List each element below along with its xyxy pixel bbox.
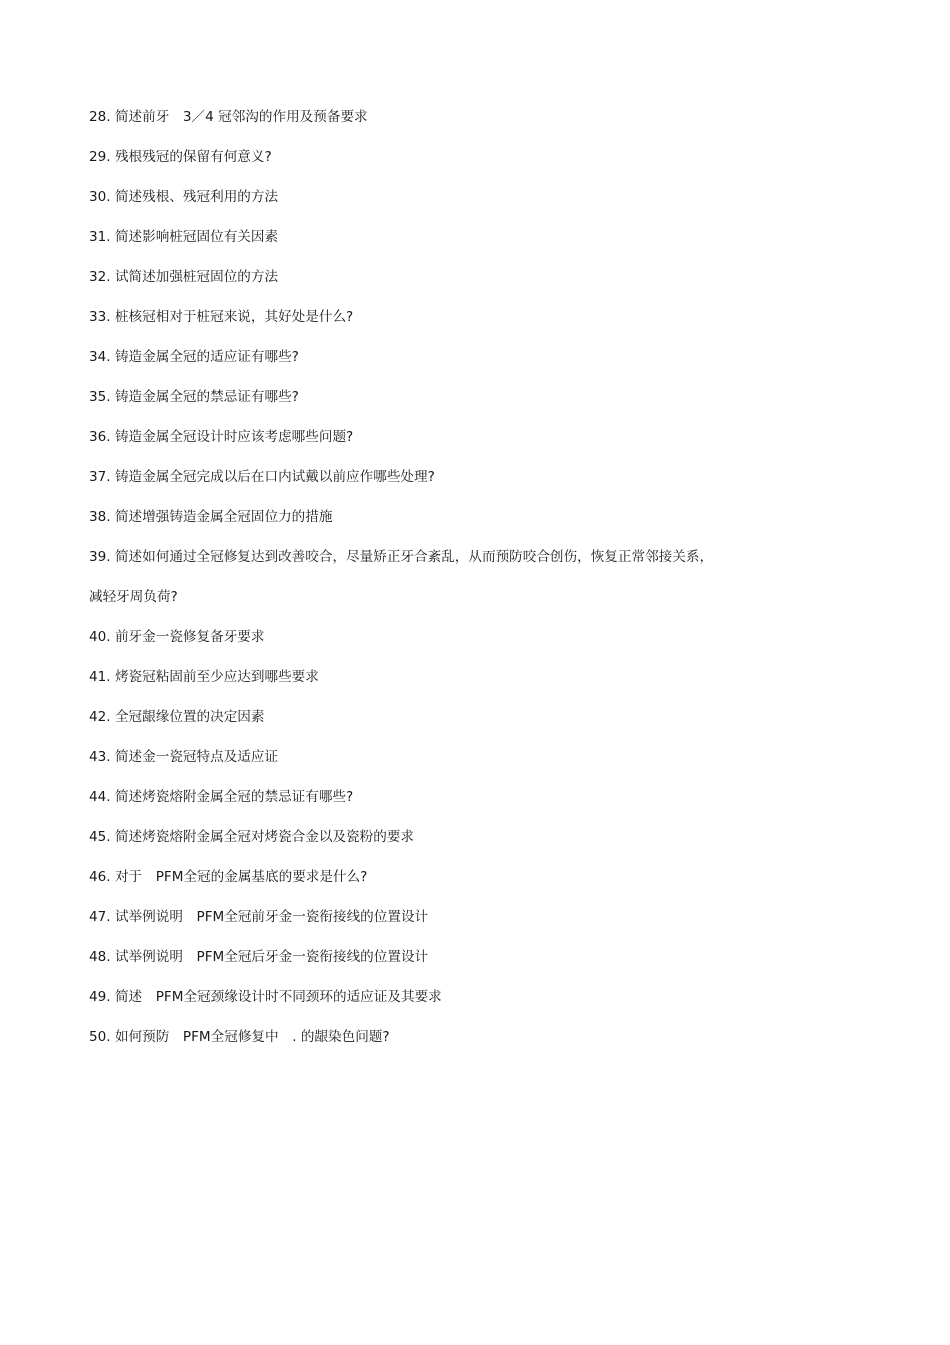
question-item: 42. 全冠龈缘位置的决定因素	[89, 709, 265, 725]
question-item: 40. 前牙金一瓷修复备牙要求	[89, 629, 265, 645]
question-item: 50. 如何预防 PFM全冠修复中 . 的龈染色问题?	[89, 1029, 390, 1045]
question-item: 43. 简述金一瓷冠特点及适应证	[89, 749, 279, 765]
question-item: 31. 简述影响桩冠固位有关因素	[89, 229, 279, 245]
question-item: 29. 残根残冠的保留有何意义?	[89, 149, 272, 165]
question-list	[89, 107, 789, 1067]
question-item: 34. 铸造金属全冠的适应证有哪些?	[89, 349, 299, 365]
question-item: 49. 简述 PFM全冠颈缘设计时不同颈环的适应证及其要求	[89, 989, 442, 1005]
question-item: 30. 简述残根、残冠利用的方法	[89, 189, 279, 205]
question-item: 35. 铸造金属全冠的禁忌证有哪些?	[89, 389, 299, 405]
question-item: 39. 简述如何通过全冠修复达到改善咬合，尽量矫正牙合紊乱，从而预防咬合创伤，恢复正常邻接关系，	[89, 549, 714, 565]
question-item: 33. 桩核冠相对于桩冠来说，其好处是什么?	[89, 309, 354, 325]
question-item: 44. 简述烤瓷熔附金属全冠的禁忌证有哪些?	[89, 789, 354, 805]
question-item: 47. 试举例说明 PFM全冠前牙金一瓷衔接线的位置设计	[89, 909, 429, 925]
question-item: 48. 试举例说明 PFM全冠后牙金一瓷衔接线的位置设计	[89, 949, 429, 965]
question-item: 46. 对于 PFM全冠的金属基底的要求是什么?	[89, 869, 368, 885]
question-item: 32. 试简述加强桩冠固位的方法	[89, 269, 279, 285]
question-item: 41. 烤瓷冠粘固前至少应达到哪些要求	[89, 669, 319, 685]
question-item: 37. 铸造金属全冠完成以后在口内试戴以前应作哪些处理?	[89, 469, 435, 485]
question-item: 36. 铸造金属全冠设计时应该考虑哪些问题?	[89, 429, 354, 445]
question-item: 28. 简述前牙 3／4 冠邻沟的作用及预备要求	[89, 109, 368, 125]
question-item: 45. 简述烤瓷熔附金属全冠对烤瓷合金以及瓷粉的要求	[89, 829, 415, 845]
question-item-continuation: 减轻牙周负荷?	[89, 589, 178, 605]
question-item: 38. 简述增强铸造金属全冠固位力的措施	[89, 509, 333, 525]
